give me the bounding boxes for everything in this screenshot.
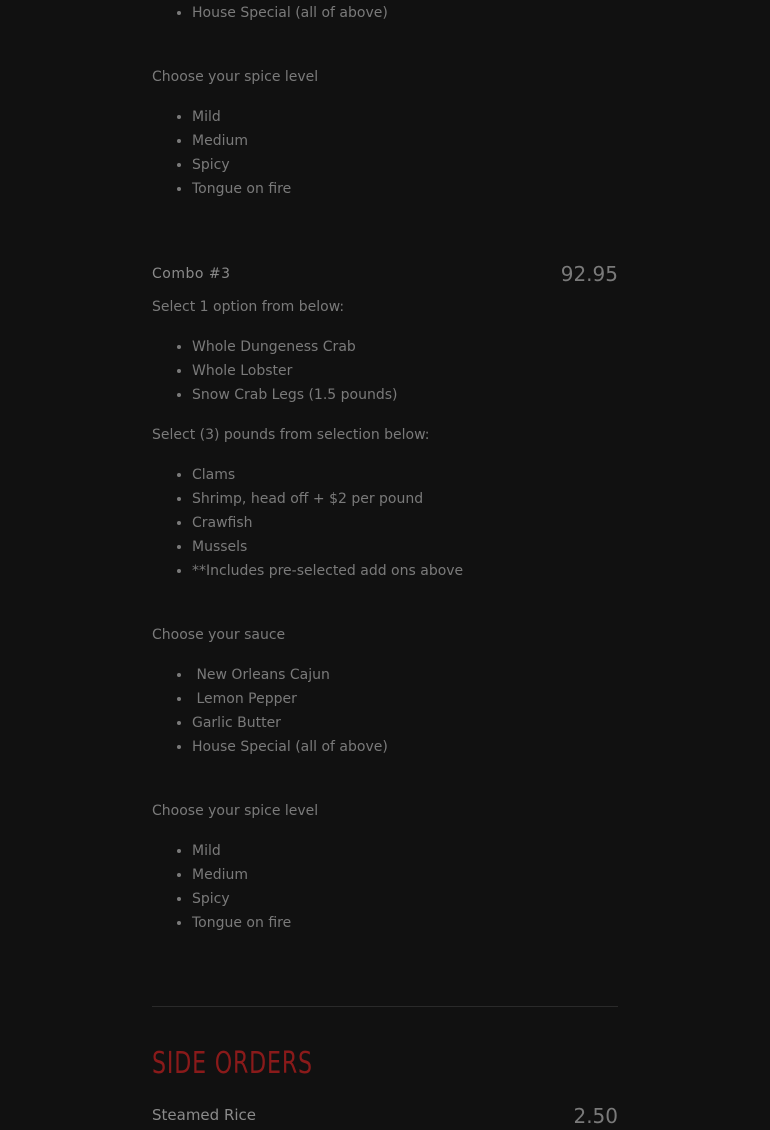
spice-prompt-prev: Choose your spice level xyxy=(152,69,319,85)
list-item: • Whole Dungeness Crab xyxy=(192,335,618,359)
list-item: • Tongue on fire xyxy=(192,177,618,201)
list-item: • Garlic Butter xyxy=(192,711,618,735)
list-item: • Medium xyxy=(192,863,618,887)
list-item: • New Orleans Cajun xyxy=(192,663,618,687)
pounds-prompt: Select (3) pounds from selection below: xyxy=(152,427,430,443)
spice-list xyxy=(152,839,618,935)
list-item: • Spicy xyxy=(192,887,618,911)
list-item: • Shrimp, head off + $2 per pound xyxy=(192,487,618,511)
sauce-list-prev xyxy=(152,1,618,25)
menu-item-name: Steamed Rice xyxy=(152,1106,257,1124)
list-item: • Spicy xyxy=(192,153,618,177)
menu-item-price: 2.50 xyxy=(573,1104,618,1128)
list-item: • Tongue on fire xyxy=(192,911,618,935)
sauce-list xyxy=(152,663,618,759)
sauce-prompt: Choose your sauce xyxy=(152,627,286,643)
list-item: • House Special (all of above) xyxy=(192,1,618,25)
list-item: • House Special (all of above) xyxy=(192,735,618,759)
main-option-prompt: Select 1 option from below: xyxy=(152,299,345,315)
spice-list-prev xyxy=(152,105,618,201)
list-item: • Mild xyxy=(192,105,618,129)
list-item: • Mild xyxy=(192,839,618,863)
main-option-list xyxy=(152,335,618,407)
list-item: • Snow Crab Legs (1.5 pounds) xyxy=(192,383,618,407)
list-item: • Crawfish xyxy=(192,511,618,535)
list-item: • Mussels xyxy=(192,535,618,559)
list-item: • Medium xyxy=(192,129,618,153)
list-item: • Whole Lobster xyxy=(192,359,618,383)
list-item: • **Includes pre-selected add ons above xyxy=(192,559,618,583)
menu-item-name: Combo #3 xyxy=(152,266,231,282)
list-item: • Lemon Pepper xyxy=(192,687,618,711)
pounds-option-list xyxy=(152,463,618,583)
section-title-side-orders: SIDE ORDERS xyxy=(152,1046,313,1081)
list-item: • Clams xyxy=(192,463,618,487)
menu-item-header xyxy=(152,262,618,290)
menu-item-price: 92.95 xyxy=(560,262,618,286)
spice-prompt: Choose your spice level xyxy=(152,803,319,819)
menu-item-header xyxy=(152,1106,618,1130)
section-divider xyxy=(152,1006,618,1007)
